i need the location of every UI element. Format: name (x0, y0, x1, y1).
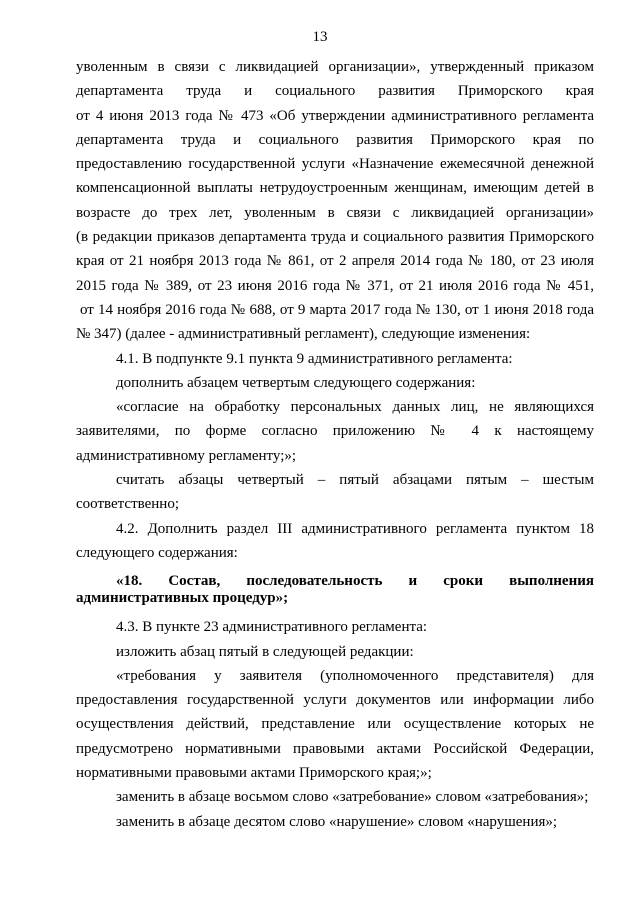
paragraph-replace-tenth: заменить в абзаце десятом слово «нарушение» словом «нарушения»; (116, 813, 558, 830)
paragraph-line: «требования у заявителя (уполномоченного представителя) для (116, 667, 594, 684)
paragraph-line: № 347) (далее - административный регламент), следующие изменения: (76, 326, 531, 343)
paragraph-line: соответственно; (76, 496, 179, 513)
page-number: 13 (312, 29, 328, 45)
paragraph-4-1: 4.1. В подпункте 9.1 пункта 9 административного регламента: (116, 350, 513, 367)
paragraph-line: «согласие на обработку персональных данных лиц, не являющихся (116, 399, 594, 416)
paragraph-line: предоставлению государственной услуги «Назначение ежемесячной денежной (76, 156, 594, 173)
paragraph-line: нормативными правовыми актами Приморского края;»; (76, 765, 432, 782)
paragraph-line: края от 21 ноября 2013 года № 861, от 2 апреля 2014 года № 180, от 23 июля (76, 253, 594, 270)
paragraph-line: уволенным в связи с ликвидацией организации», утвержденный приказом (76, 59, 594, 75)
paragraph-line: предусмотрено нормативными правовыми актами Российской Федерации, (76, 740, 594, 757)
document-body (76, 55, 594, 834)
paragraph-fifth-edit: изложить абзац пятый в следующей редакции: (116, 643, 414, 660)
paragraph-line: заявителями, по форме согласно приложению № 4 к настоящему (76, 423, 594, 440)
paragraph-line: компенсационной выплаты нетрудоустроенным женщинам, имеющим детей в (76, 180, 594, 197)
paragraph-line: следующего содержания: (76, 544, 238, 561)
paragraph-line: 2015 года № 389, от 23 июня 2016 года № 371, от 21 июля 2016 года № 451, (76, 277, 594, 294)
paragraph-line: от 14 ноября 2016 года № 688, от 9 марта 2017 года № 130, от 1 июня 2018 года (80, 301, 594, 318)
paragraph-line: департамента труда и социального развития Приморского края по (76, 131, 594, 148)
paragraph-line: 4.2. Дополнить раздел III административного регламента пунктом 18 (116, 520, 594, 537)
paragraph-line: административному регламенту;»; (76, 447, 297, 464)
section-heading-line: «18. Состав, последовательность и сроки выполнения (116, 573, 594, 590)
section-heading-line: административных процедур»; (76, 590, 289, 607)
paragraph-replace-eighth: заменить в абзаце восьмом слово «затребование» словом «затребования»; (116, 789, 589, 806)
paragraph-line: считать абзацы четвертый – пятый абзацами пятым – шестым (116, 472, 594, 489)
paragraph-line: предоставления государственной услуги документов или информации либо (76, 692, 594, 709)
paragraph-add-fourth: дополнить абзацем четвертым следующего содержания: (116, 374, 476, 391)
paragraph-4-3: 4.3. В пункте 23 административного регламента: (116, 619, 428, 636)
paragraph-line: департамента труда и социального развития Приморского края (76, 83, 594, 100)
paragraph-line: (в редакции приказов департамента труда и социального развития Приморского (76, 229, 594, 246)
paragraph-line: осуществления действий, представление или осуществление которых не (76, 716, 594, 733)
paragraph-line: возрасте до трех лет, уволенным в связи с ликвидацией организации» (76, 204, 594, 221)
paragraph-line: от 4 июня 2013 года № 473 «Об утверждении административного регламента (76, 107, 594, 124)
